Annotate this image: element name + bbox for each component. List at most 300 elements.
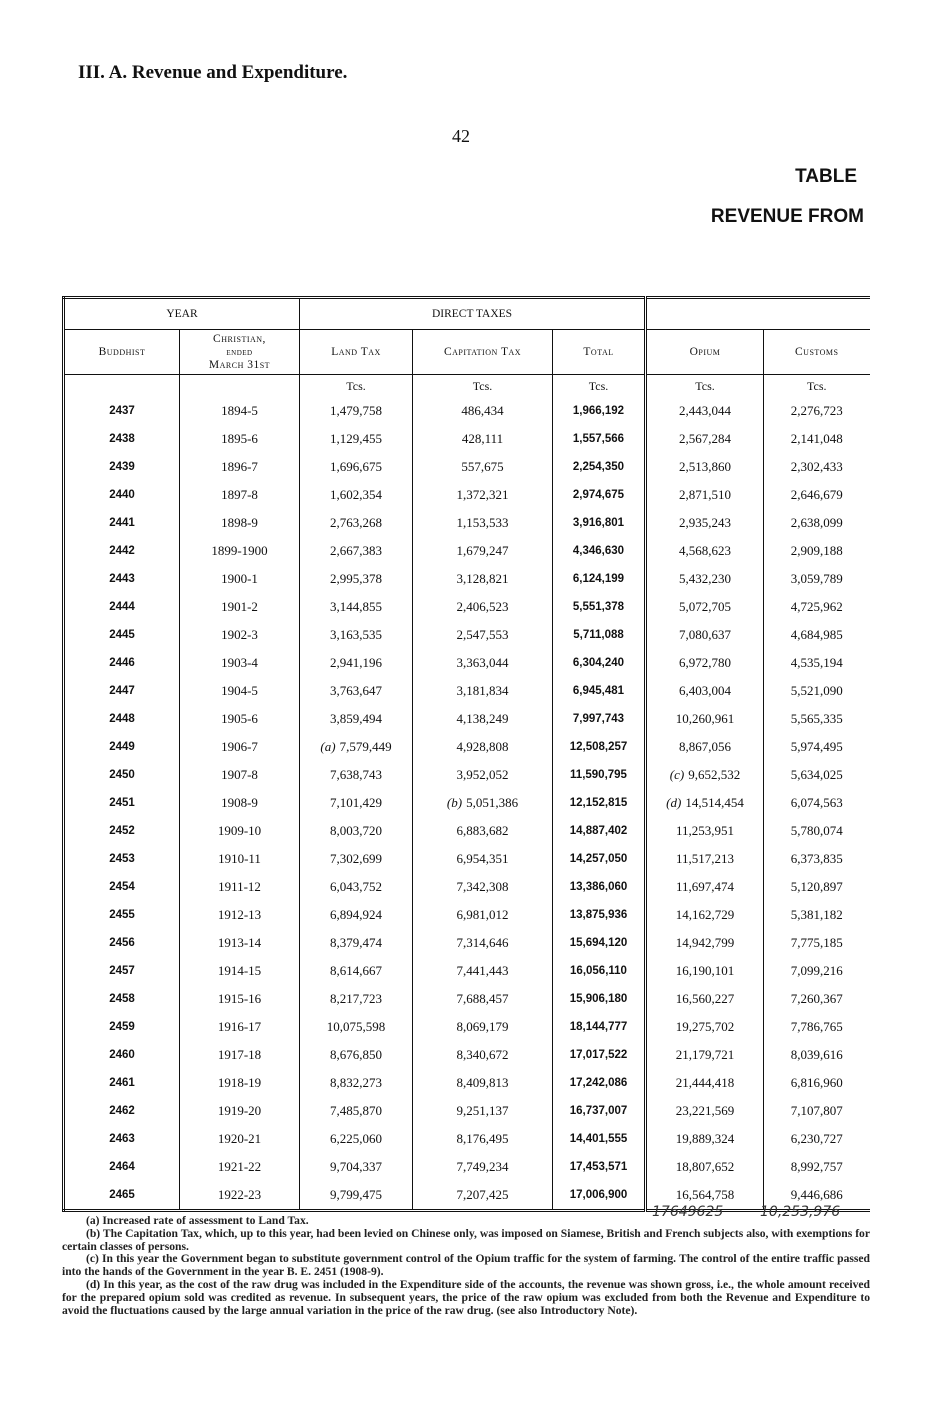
total-value: 13,875,936 [569, 909, 628, 921]
christian-value: 1894-5 [221, 403, 258, 418]
opium-value: 16,564,758 [675, 1187, 735, 1202]
customs-value: 4,725,962 [790, 599, 843, 614]
buddhist-value: 2441 [109, 517, 135, 529]
total-value: 13,386,060 [569, 881, 628, 893]
land-tax-value: 6,225,060 [330, 1131, 382, 1146]
land-tax-value: 7,302,699 [330, 851, 382, 866]
land-tax-value: 9,704,337 [330, 1159, 382, 1174]
total-value: 14,887,402 [569, 825, 628, 837]
customs-value: 9,446,686 [790, 1187, 843, 1202]
opium-value: 5,072,705 [679, 599, 731, 614]
cell-customs [764, 1125, 870, 1153]
table-row [64, 761, 870, 789]
cell-christian [180, 901, 300, 929]
land-tax-value: 3,163,535 [330, 627, 382, 642]
cell-buddhist [64, 593, 180, 621]
customs-value: 2,909,188 [790, 543, 843, 558]
christian-value: 1903-4 [221, 655, 258, 670]
cell-customs [764, 901, 870, 929]
cell-buddhist [64, 1125, 180, 1153]
christian-value: 1909-10 [217, 823, 262, 838]
capitation-tax-value: 8,069,179 [456, 1019, 509, 1034]
table-row [64, 397, 870, 425]
opium-value: 14,162,729 [675, 907, 735, 922]
cell-customs [764, 817, 870, 845]
cell-capitation-tax [413, 733, 553, 761]
total-value: 6,945,481 [572, 685, 625, 697]
cell-opium [646, 593, 764, 621]
capitation-tax-value: 486,434 [461, 403, 504, 418]
total-value: 6,124,199 [572, 573, 625, 585]
land-tax-value: 8,217,723 [330, 991, 382, 1006]
christian-value: 1912-13 [217, 907, 262, 922]
page-number: 42 [452, 126, 470, 146]
capitation-tax-value: 8,340,672 [456, 1047, 509, 1062]
cell-buddhist [64, 1153, 180, 1181]
cell-capitation-tax [413, 761, 553, 789]
cell-opium [646, 425, 764, 453]
cell-capitation-tax [413, 1125, 553, 1153]
land-tax-value: 8,832,273 [330, 1075, 382, 1090]
christian-value: 1897-8 [221, 487, 258, 502]
customs-value: 7,260,367 [790, 991, 843, 1006]
land-tax-value: 8,379,474 [330, 935, 382, 950]
cell-buddhist [64, 677, 180, 705]
christian-value: 1918-19 [217, 1075, 262, 1090]
table-row [64, 929, 870, 957]
cell-total [553, 985, 646, 1013]
table-label: TABLE [795, 166, 857, 187]
cell-capitation-tax [413, 677, 553, 705]
cell-customs [764, 677, 870, 705]
land-tax-value: 1,479,758 [330, 403, 382, 418]
customs-value: 5,565,335 [790, 711, 843, 726]
cell-capitation-tax [413, 901, 553, 929]
cell-land-tax [300, 817, 413, 845]
customs-value: 2,141,048 [790, 431, 843, 446]
footnote-marker: (b) [446, 795, 463, 810]
cell-buddhist [64, 453, 180, 481]
table-row [64, 481, 870, 509]
total-value: 6,304,240 [572, 657, 625, 669]
table-row [64, 985, 870, 1013]
cell-opium [646, 789, 764, 817]
buddhist-value: 2454 [109, 881, 135, 893]
cell-christian [180, 733, 300, 761]
land-tax-value: 10,075,598 [326, 1019, 386, 1034]
land-tax-value: 2,763,268 [330, 515, 382, 530]
table-row [64, 1069, 870, 1097]
customs-value: 6,230,727 [790, 1131, 843, 1146]
units-cell-blank [64, 375, 180, 398]
capitation-tax-value: 2,406,523 [456, 599, 509, 614]
opium-value: 7,080,637 [679, 627, 731, 642]
cell-capitation-tax [413, 481, 553, 509]
table-row [64, 873, 870, 901]
cell-buddhist [64, 817, 180, 845]
cell-buddhist [64, 509, 180, 537]
capitation-tax-value: 3,128,821 [456, 571, 509, 586]
cell-customs [764, 1097, 870, 1125]
table-row [64, 1041, 870, 1069]
cell-total [553, 481, 646, 509]
cell-christian [180, 1041, 300, 1069]
capitation-tax-value: 8,409,813 [456, 1075, 509, 1090]
cell-opium [646, 1013, 764, 1041]
cell-christian [180, 1013, 300, 1041]
christian-value: 1906-7 [221, 739, 258, 754]
cell-opium [646, 1069, 764, 1097]
buddhist-value: 2457 [109, 965, 135, 977]
cell-total [553, 565, 646, 593]
cell-buddhist [64, 705, 180, 733]
cell-total [553, 509, 646, 537]
cell-capitation-tax [413, 425, 553, 453]
capitation-tax-value: 7,749,234 [456, 1159, 509, 1174]
land-tax-value: 2,667,383 [330, 543, 382, 558]
cell-customs [764, 509, 870, 537]
table-row [64, 621, 870, 649]
total-value: 2,974,675 [572, 489, 625, 501]
cell-buddhist [64, 1013, 180, 1041]
cell-total [553, 537, 646, 565]
land-tax-value: 8,676,850 [330, 1047, 382, 1062]
cell-opium [646, 1097, 764, 1125]
cell-capitation-tax [413, 621, 553, 649]
opium-value: 6,972,780 [679, 655, 731, 670]
land-tax-value: 3,763,647 [330, 683, 382, 698]
table-row [64, 901, 870, 929]
christian-value: 1895-6 [221, 431, 258, 446]
cell-total [553, 1069, 646, 1097]
customs-value: 6,074,563 [790, 795, 843, 810]
christian-value: 1900-1 [221, 571, 258, 586]
opium-value: 6,403,004 [679, 683, 731, 698]
cell-customs [764, 761, 870, 789]
buddhist-value: 2465 [109, 1189, 135, 1201]
cell-christian [180, 705, 300, 733]
opium-value: 23,221,569 [675, 1103, 735, 1118]
cell-opium [646, 1041, 764, 1069]
opium-value: 2,871,510 [679, 487, 731, 502]
table-row [64, 957, 870, 985]
units-customs: Tcs. [764, 375, 870, 398]
footnote-marker: (d) [666, 795, 682, 810]
cell-buddhist [64, 1097, 180, 1125]
opium-value: 4,568,623 [679, 543, 731, 558]
footnote-a: (a) Increased rate of assessment to Land Tax. [86, 1214, 309, 1227]
opium-value: 14,942,799 [675, 935, 735, 950]
capitation-tax-value: 4,928,808 [456, 739, 509, 754]
customs-value: 5,521,090 [790, 683, 843, 698]
opium-column-header [646, 330, 764, 375]
cell-opium [646, 705, 764, 733]
cell-land-tax [300, 621, 413, 649]
buddhist-value: 2460 [109, 1049, 135, 1061]
capitation-tax-value: 2,547,553 [456, 627, 509, 642]
cell-total [553, 733, 646, 761]
buddhist-value: 2443 [109, 573, 135, 585]
table-row [64, 593, 870, 621]
cell-total [553, 1125, 646, 1153]
cell-opium [646, 649, 764, 677]
capitation-tax-value: 7,342,308 [456, 879, 509, 894]
direct-taxes-group-header: DIRECT TAXES [300, 298, 646, 330]
capitation-tax-value: 4,138,249 [456, 711, 509, 726]
cell-christian [180, 957, 300, 985]
cell-christian [180, 845, 300, 873]
cell-customs [764, 481, 870, 509]
christian-value: 1904-5 [221, 683, 258, 698]
cell-total [553, 1153, 646, 1181]
cell-capitation-tax [413, 817, 553, 845]
total-value: 15,906,180 [569, 993, 628, 1005]
cell-land-tax [300, 789, 413, 817]
cell-land-tax [300, 873, 413, 901]
cell-capitation-tax [413, 397, 553, 425]
buddhist-value: 2439 [109, 461, 135, 473]
cell-buddhist [64, 1041, 180, 1069]
cell-christian [180, 873, 300, 901]
cell-capitation-tax [413, 1153, 553, 1181]
total-value: 14,257,050 [569, 853, 628, 865]
cell-customs [764, 845, 870, 873]
buddhist-value: 2444 [109, 601, 135, 613]
cell-christian [180, 1069, 300, 1097]
units-opium: Tcs. [646, 375, 764, 398]
buddhist-value: 2455 [109, 909, 135, 921]
customs-value: 7,786,765 [790, 1019, 843, 1034]
cell-buddhist [64, 761, 180, 789]
cell-buddhist [64, 845, 180, 873]
cell-christian [180, 1125, 300, 1153]
customs-value: 5,974,495 [790, 739, 843, 754]
table-body [64, 375, 870, 1211]
opium-value: 18,807,652 [675, 1159, 735, 1174]
cell-customs [764, 733, 870, 761]
opium-value: 16,190,101 [675, 963, 735, 978]
table-row [64, 425, 870, 453]
customs-column-header: Customs [764, 330, 870, 375]
section-title: III. A. Revenue and Expenditure. [78, 62, 348, 83]
buddhist-value: 2450 [109, 769, 135, 781]
cell-buddhist [64, 649, 180, 677]
cell-capitation-tax [413, 565, 553, 593]
opium-value: 14,514,454 [685, 795, 744, 810]
table-row [64, 537, 870, 565]
opium-value: 9,652,532 [688, 767, 741, 782]
units-land-tax: Tcs. [300, 375, 413, 398]
christian-header-line2: ended [226, 346, 253, 358]
cell-christian [180, 1097, 300, 1125]
units-capitation-tax: Tcs. [413, 375, 553, 398]
cell-buddhist [64, 789, 180, 817]
land-tax-value: 1,602,354 [330, 487, 382, 502]
capitation-tax-value: 5,051,386 [466, 795, 519, 810]
buddhist-value: 2451 [109, 797, 135, 809]
cell-total [553, 845, 646, 873]
handwritten-customs-sum: 10,253,976 [760, 1204, 841, 1220]
christian-value: 1914-15 [217, 963, 262, 978]
total-value: 16,056,110 [570, 965, 627, 977]
cell-capitation-tax [413, 985, 553, 1013]
cell-christian [180, 481, 300, 509]
capitation-tax-value: 7,207,425 [456, 1187, 509, 1202]
cell-total [553, 1041, 646, 1069]
buddhist-value: 2448 [109, 713, 135, 725]
cell-capitation-tax [413, 705, 553, 733]
cell-capitation-tax [413, 649, 553, 677]
buddhist-value: 2462 [109, 1105, 135, 1117]
land-tax-value: 2,995,378 [330, 571, 382, 586]
cell-buddhist [64, 901, 180, 929]
land-tax-value: 7,638,743 [330, 767, 382, 782]
cell-capitation-tax [413, 537, 553, 565]
customs-value: 5,381,182 [790, 907, 843, 922]
christian-value: 1902-3 [221, 627, 258, 642]
customs-value: 2,276,723 [790, 403, 843, 418]
cell-land-tax [300, 705, 413, 733]
christian-value: 1898-9 [221, 515, 258, 530]
cell-christian [180, 649, 300, 677]
total-value: 17,017,522 [569, 1049, 628, 1061]
cell-buddhist [64, 1069, 180, 1097]
cell-customs [764, 1041, 870, 1069]
capitation-tax-value: 1,153,533 [456, 515, 509, 530]
capitation-tax-value: 3,181,834 [456, 683, 509, 698]
cell-opium [646, 957, 764, 985]
opium-value: 21,179,721 [675, 1047, 735, 1062]
cell-land-tax [300, 1181, 413, 1211]
cell-customs [764, 649, 870, 677]
customs-value: 8,039,616 [790, 1047, 843, 1062]
cell-land-tax [300, 677, 413, 705]
cell-buddhist [64, 929, 180, 957]
buddhist-value: 2445 [109, 629, 135, 641]
cell-christian [180, 761, 300, 789]
cell-total [553, 705, 646, 733]
footnote-marker: (c) [669, 767, 685, 782]
land-tax-value: 2,941,196 [330, 655, 382, 670]
opium-value: 5,432,230 [679, 571, 731, 586]
christian-value: 1911-12 [218, 879, 261, 894]
christian-value: 1908-9 [221, 795, 258, 810]
cell-total [553, 593, 646, 621]
cell-christian [180, 621, 300, 649]
land-tax-value: 8,614,667 [330, 963, 382, 978]
total-value: 16,737,007 [569, 1105, 628, 1117]
buddhist-value: 2458 [109, 993, 135, 1005]
total-value: 17,242,086 [569, 1077, 628, 1089]
cell-buddhist [64, 565, 180, 593]
land-tax-value: 9,799,475 [330, 1187, 382, 1202]
christian-value: 1915-16 [217, 991, 262, 1006]
cell-buddhist [64, 985, 180, 1013]
opium-value: 16,560,227 [675, 991, 735, 1006]
christian-value: 1920-21 [217, 1131, 262, 1146]
total-value: 17,453,571 [569, 1161, 628, 1173]
cell-customs [764, 705, 870, 733]
christian-value: 1901-2 [221, 599, 258, 614]
cell-christian [180, 537, 300, 565]
table-row [64, 453, 870, 481]
cell-total [553, 901, 646, 929]
customs-value: 2,302,433 [790, 459, 843, 474]
total-value: 17,006,900 [569, 1189, 628, 1201]
cell-christian [180, 929, 300, 957]
cell-land-tax [300, 1013, 413, 1041]
capitation-tax-value: 6,883,682 [456, 823, 509, 838]
cell-capitation-tax [413, 873, 553, 901]
land-tax-value: 6,894,924 [330, 907, 382, 922]
cell-buddhist [64, 425, 180, 453]
christian-value: 1913-14 [217, 935, 262, 950]
cell-land-tax [300, 481, 413, 509]
opium-value: 2,935,243 [679, 515, 731, 530]
cell-capitation-tax [413, 929, 553, 957]
christian-value: 1899-1900 [211, 543, 268, 558]
land-tax-value: 1,129,455 [330, 431, 382, 446]
christian-value: 1916-17 [217, 1019, 262, 1034]
cell-buddhist [64, 1181, 180, 1211]
land-tax-value: 7,579,449 [339, 739, 392, 754]
buddhist-value: 2437 [109, 405, 135, 417]
cell-total [553, 817, 646, 845]
cell-land-tax [300, 1069, 413, 1097]
cell-opium [646, 677, 764, 705]
buddhist-value: 2464 [109, 1161, 135, 1173]
customs-value: 5,120,897 [790, 879, 843, 894]
opium-value: 10,260,961 [675, 711, 735, 726]
cell-capitation-tax [413, 1013, 553, 1041]
cell-capitation-tax [413, 1069, 553, 1097]
cell-capitation-tax [413, 789, 553, 817]
cell-customs [764, 789, 870, 817]
cell-customs [764, 621, 870, 649]
cell-customs [764, 985, 870, 1013]
cell-buddhist [64, 621, 180, 649]
buddhist-value: 2452 [109, 825, 135, 837]
cell-opium [646, 509, 764, 537]
cell-christian [180, 817, 300, 845]
capitation-tax-value: 8,176,495 [456, 1131, 509, 1146]
table-row [64, 845, 870, 873]
cell-buddhist [64, 873, 180, 901]
opium-value: 11,697,474 [675, 879, 735, 894]
table-row [64, 705, 870, 733]
christian-header-line3: March 31st [208, 358, 271, 371]
christian-value: 1896-7 [221, 459, 258, 474]
cell-customs [764, 1153, 870, 1181]
table-row [64, 1097, 870, 1125]
cell-opium [646, 397, 764, 425]
cell-land-tax [300, 733, 413, 761]
cell-buddhist [64, 481, 180, 509]
total-value: 7,997,743 [572, 713, 625, 725]
buddhist-value: 2438 [109, 433, 135, 445]
cell-capitation-tax [413, 1181, 553, 1211]
christian-value: 1905-6 [221, 711, 258, 726]
buddhist-value: 2463 [109, 1133, 135, 1145]
opium-value: 11,517,213 [675, 851, 735, 866]
land-tax-value: 7,101,429 [330, 795, 382, 810]
cell-buddhist [64, 957, 180, 985]
cell-land-tax [300, 761, 413, 789]
table-row [64, 1153, 870, 1181]
cell-total [553, 397, 646, 425]
christian-header-line1: Christian, [213, 332, 266, 345]
cell-opium [646, 761, 764, 789]
